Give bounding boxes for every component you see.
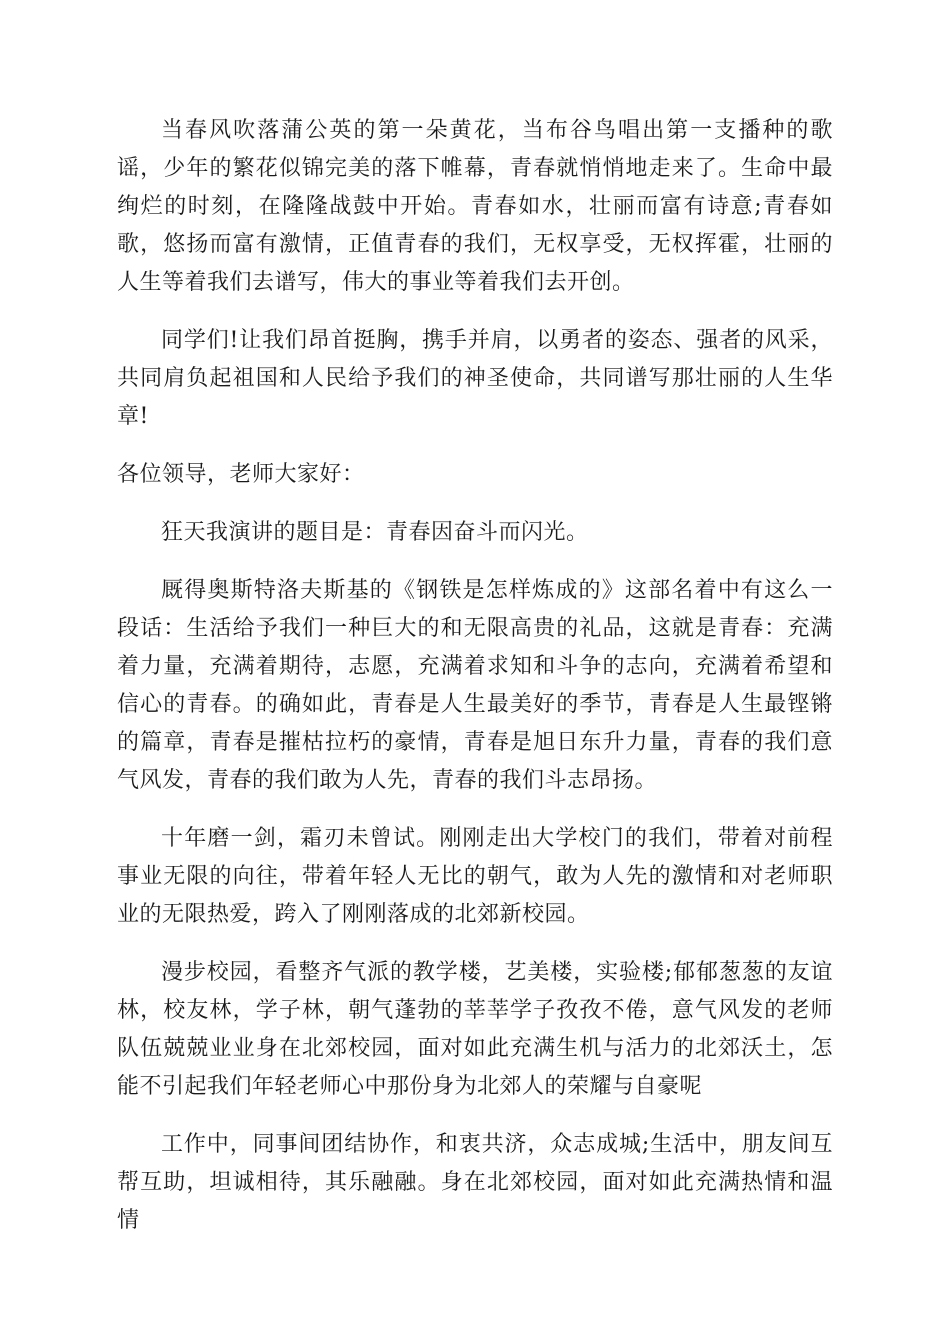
paragraph-greeting: 各位领导，老师大家好： (117, 462, 365, 487)
document-page (117, 112, 833, 1260)
paragraph-speech-title: 狂天我演讲的题目是：青春因奋斗而闪光。 (161, 520, 589, 545)
paragraph-work-life: 工作中，同事间团结协作，和衷共济，众志成城;生活中，朋友间互帮互助，坦诚相待，其乐融融。身在北郊校园，面对如此充满热情和温情 (117, 1132, 833, 1233)
paragraph-campus-walk: 漫步校园，看整齐气派的教学楼，艺美楼，实验楼;郁郁葱葱的友谊林，校友林，学子林，朝气蓬勃的莘莘学子孜孜不倦，意气风发的老师队伍兢兢业业身在北郊校园，面对如此充满生机与活力的北郊沃土，怎能不引起我们年轻老师心中那份身为北郊人的荣耀与自豪呢 (117, 960, 833, 1099)
paragraph-spring-youth: 当春风吹落蒲公英的第一朵黄花，当布谷鸟唱出第一支播种的歌谣，少年的繁花似锦完美的落下帷幕，青春就悄悄地走来了。生命中最绚烂的时刻，在隆隆战鼓中开始。青春如水，壮丽而富有诗意;青春如歌，悠扬而富有激情，正值青春的我们，无权享受，无权挥霍，壮丽的人生等着我们去谱写，伟大的事业等着我们去开创。 (117, 118, 833, 295)
paragraph-steel-quote: 厩得奥斯特洛夫斯基的《钢铁是怎样炼成的》这部名着中有这么一段话：生活给予我们一种巨大的和无限高贵的礼品，这就是青春：充满着力量，充满着期待，志愿，充满着求知和斗争的志向，充满着希望和信心的青春。的确如此，青春是人生最美好的季节，青春是人生最铿锵的篇章，青春是摧枯拉朽的豪情，青春是旭日东升力量，青春的我们意气风发，青春的我们敢为人先，青春的我们斗志昂扬。 (117, 578, 833, 793)
paragraph-ten-years: 十年磨一剑，霜刃未曾试。刚刚走出大学校门的我们，带着对前程事业无限的向往，带着年轻人无比的朝气，敢为人先的激情和对老师职业的无限热爱，跨入了刚刚落成的北郊新校园。 (117, 826, 833, 927)
paragraph-call-to-classmates: 同学们!让我们昂首挺胸，携手并肩，以勇者的姿态、强者的风采，共同肩负起祖国和人民给予我们的神圣使命，共同谱写那壮丽的人生华章! (117, 328, 833, 429)
